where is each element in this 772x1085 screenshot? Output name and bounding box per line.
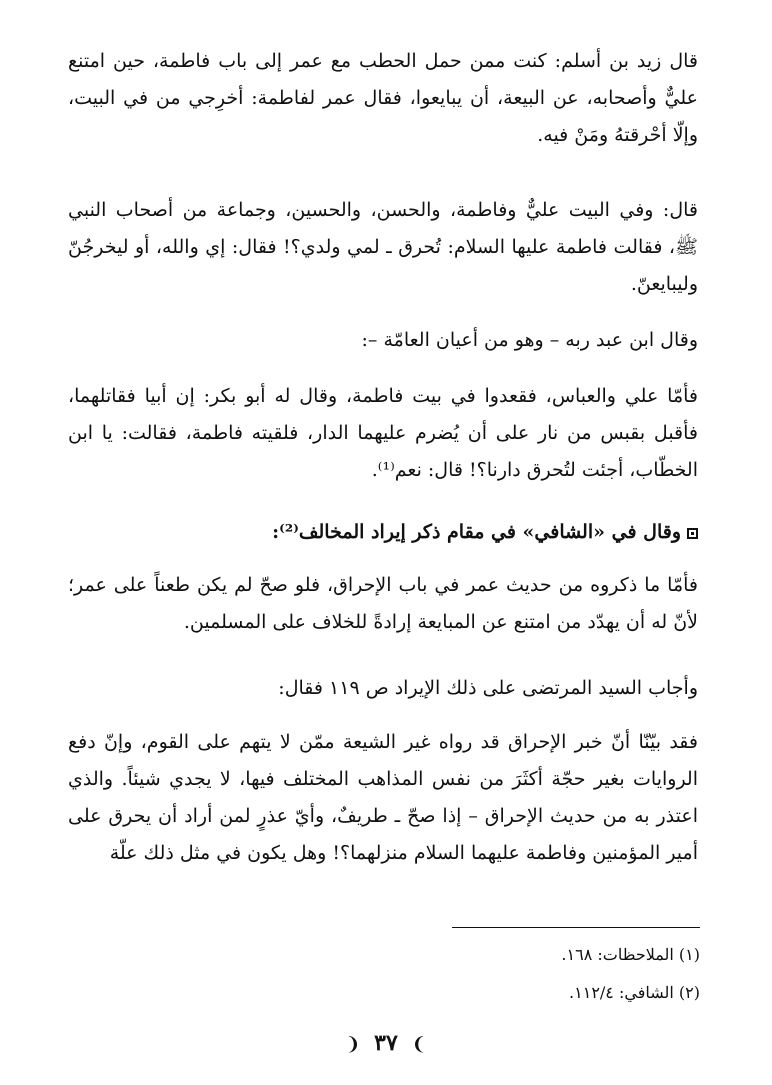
square-bullet-icon [687, 528, 698, 539]
page-number [300, 1030, 472, 1056]
ornament-left-icon: ❨ [345, 1034, 361, 1055]
ornament-right-icon: ❩ [411, 1034, 427, 1055]
paragraph-murtada-reply: فقد بيّنّا أنّ خبر الإحراق قد رواه غير الشيعة ممّن لا يتهم على القوم، وإنّ دفع الروايات بغير حجّة أكثَرَ من نفس المذاهب المختلف فيها، لا يجدي شيئاً. والذي اعتذر به من حديث الإحراق – إذا صحّ ـ طريفٌ، وأيّ عذرٍ لمن أراد أن يحرق على أمير المؤمنين وفاطمة عليهما السلام منزلهما؟! وهل يكون في مثل ذلك علّة [68, 731, 698, 864]
paragraph-ali-abbas: فأمّا علي والعباس، فقعدوا في بيت فاطمة، وقال له أبو بكر: إن أبيا فقاتلهما، فأقبل بقبس من نار على أن يُضرم عليهما الدار، فلقيته فاطمة، فقالت: يا ابن الخطّاب، أجئت لتُحرق دارنا؟! قال: نعم⁽¹⁾. [68, 385, 698, 481]
paragraph-opponent-claim: فأمّا ما ذكروه من حديث عمر في باب الإحراق، فلو صحّ لم يكن طعناً على عمر؛ لأنّ له أن يهدّد من امتنع عن المبايعة إرادةً للخلاف على المسلمين. [68, 574, 698, 633]
paragraph-murtada-reply-intro: وأجاب السيد المرتضى على ذلك الإيراد ص ١١٩ فقال: [278, 677, 698, 699]
page-number-value: ٣٧ [374, 1030, 398, 1056]
section-heading [68, 514, 698, 550]
paragraph-zayd-narration: قال زيد بن أسلم: كنت ممن حمل الحطب مع عمر إلى باب فاطمة، حين امتنع عليٌّ وأصحابه، عن البيعة، أن يبايعوا، فقال عمر لفاطمة: أخرِجي من في البيت، وإلّا أحْرقتهُ ومَنْ فيه. [68, 50, 698, 146]
paragraph-house-occupants: قال: وفي البيت عليٌّ وفاطمة، والحسن، والحسين، وجماعة من أصحاب النبي ﷺ، فقالت فاطمة عليها السلام: تُحرق ـ لمي ولدي؟! فقال: إي والله، أو ليخرجُنّ وليبايعنّ. [68, 199, 698, 295]
footnote-1: (١) الملاحظات: ١٦٨. [561, 945, 700, 964]
footnote-2: (٢) الشافي: ١١٢/٤. [569, 983, 700, 1002]
footnote-divider [452, 927, 700, 928]
paragraph-ibn-abd-rabbih-intro: وقال ابن عبد ربه – وهو من أعيان العامّة –: [361, 329, 698, 351]
section-heading-text: وقال في «الشافي» في مقام ذكر إيراد المخالف⁽²⁾: [272, 521, 681, 543]
